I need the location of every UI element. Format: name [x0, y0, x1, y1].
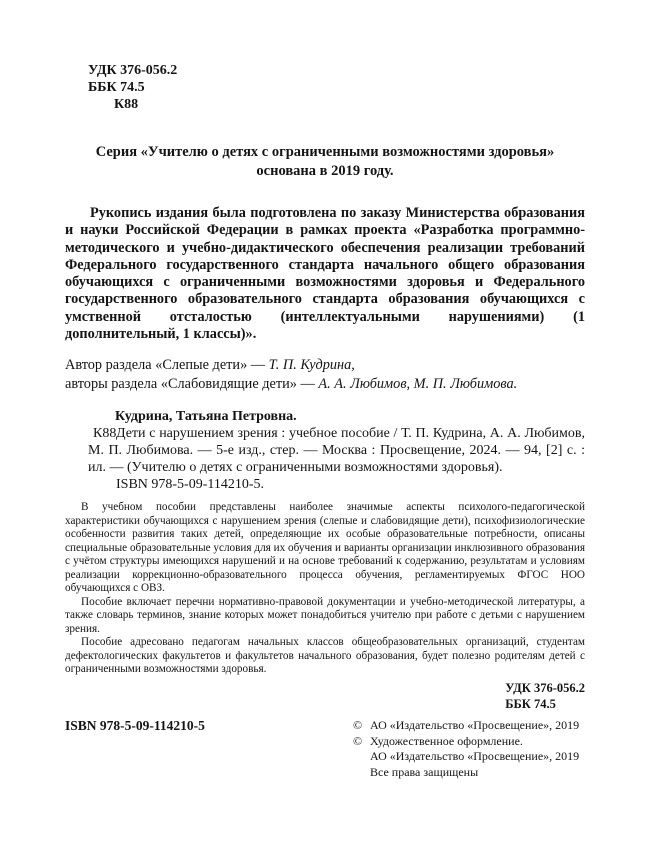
annotation-paragraph-1: В учебном пособии представлены наиболее значимые аспекты психолого-педагогической характеристики обучающихся с нарушением зрения (слепые и слабовидящие дети), психофизиологические особенности развития таких детей, определяющие их особые образовательные потребности, описаны специальные образовательные условия для их обучения и варианты организации инклюзивного образования с учётом структуры имеющихся нарушений и на основе требований к содержанию, результатам и условиям реализации коррекционно-образовательного процесса обучения, регламентируемых ФГОС НОО обучающихся с ОВЗ.: [65, 501, 585, 595]
series-line-2: основана в 2019 году.: [256, 163, 394, 179]
biblio-isbn: ISBN 978-5-09-114210-5.: [116, 477, 265, 493]
udk-code-bottom: УДК 376-056.2: [505, 681, 585, 695]
manuscript-commission-paragraph: Рукопись издания была подготовлена по заказу Министерства образования и науки Российской Федерации в рамках проекта «Разработка программно-методического и учебно-дидактического обеспечения реализации требований Федерального государственного стандарта начального общего образования обучающихся с ограниченными возможностями здоровья и Федерального государственного образовательного стандарта образования обучающихся с умственной отсталостью (интеллектуальными нарушениями) (1 дополнительный, 1 классы)».: [65, 205, 585, 343]
biblio-entry-text: Дети с нарушением зрения : учебное пособие / Т. П. Кудрина, А. А. Любимов, М. П. Любимова. — 5-е изд., стер. — Москва : Просвещение, 2024. — 94, [2] с. : ил. — (Учителю о детях с ограниченными возможностями здоровья).: [88, 426, 585, 476]
copyright-symbol: ©: [353, 733, 363, 748]
section-author-1-prefix: Автор раздела «Слепые дети» —: [65, 357, 269, 374]
copyright-line: [353, 734, 585, 750]
copyright-symbol: [353, 749, 370, 765]
copyright-block: [353, 718, 585, 780]
series-line-1: Серия «Учителю о детях с ограниченными возможностями здоровья»: [95, 144, 555, 160]
bbk-code-top: ББК 74.5: [88, 80, 145, 95]
annotation-block: [65, 501, 585, 677]
section-author-line-2: [65, 375, 585, 394]
bottom-codes-block: [65, 680, 585, 712]
section-author-1-name: Т. П. Кудрина,: [268, 357, 355, 374]
copyright-symbol: ©: [353, 718, 363, 732]
copyright-text: Художественное оформление.: [370, 733, 523, 748]
section-author-2-prefix: авторы раздела «Слабовидящие дети» —: [65, 376, 319, 393]
copyright-text: АО «Издательство «Просвещение», 2019: [370, 749, 580, 763]
bibliographic-record: [65, 408, 585, 493]
copyright-line: [353, 765, 585, 781]
copyright-symbol: [353, 765, 370, 781]
top-codes-block: [88, 62, 585, 113]
series-statement: [65, 143, 585, 181]
copyright-line: [353, 749, 585, 765]
copyright-line: [353, 718, 585, 734]
annotation-paragraph-3: Пособие адресовано педагогам начальных классов общеобразовательных организаций, студентам дефектологических факультетов и факультетов начального образования, будет полезно родителям детей с ограниченными возможностями здоровья.: [65, 636, 585, 676]
footer-row: [65, 718, 585, 780]
section-authors-block: [65, 356, 585, 394]
section-author-line-1: [65, 356, 585, 375]
copyright-text: АО «Издательство «Просвещение», 2019: [370, 718, 580, 732]
isbn-footer: ISBN 978-5-09-114210-5: [65, 718, 205, 733]
udk-code-top: УДК 376-056.2: [88, 63, 178, 78]
bbk-code-bottom: ББК 74.5: [505, 697, 556, 711]
copyright-text: Все права защищены: [370, 764, 479, 779]
author-sign-biblio: К88: [93, 426, 117, 442]
section-author-2-names: А. А. Любимов, М. П. Любимова.: [318, 376, 518, 393]
author-sign-top: К88: [114, 97, 139, 112]
annotation-paragraph-2: Пособие включает перечни нормативно-правовой документации и учебно-методической литературы, а также словарь терминов, знание которых может понадобиться учителю при работе с детьми с нарушением зрения.: [65, 595, 585, 635]
biblio-entry: [88, 425, 585, 476]
biblio-author-header: Кудрина, Татьяна Петровна.: [115, 409, 297, 425]
